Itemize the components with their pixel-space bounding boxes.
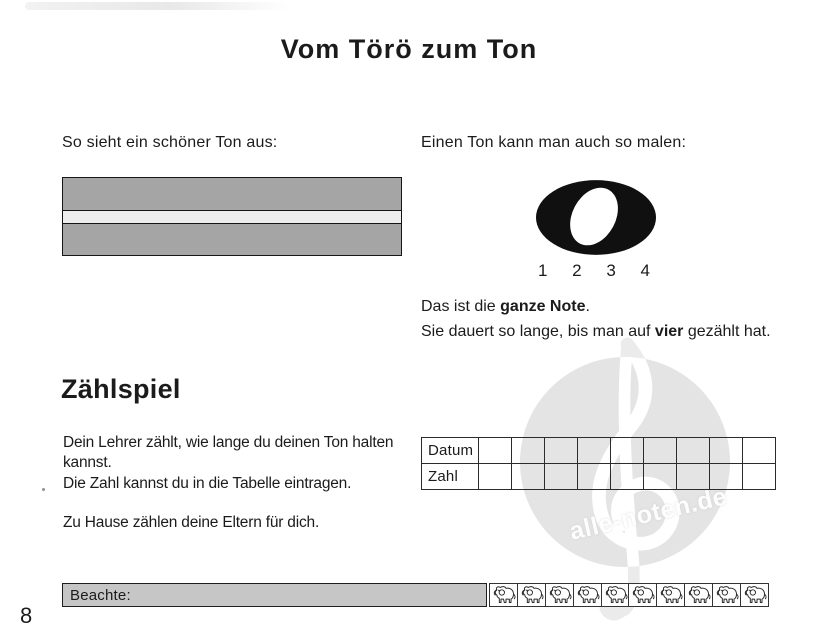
table-cell [545, 438, 578, 464]
table-row-datum [422, 438, 776, 464]
row-label-datum: Datum [422, 438, 479, 464]
scan-artifact-dot [42, 488, 45, 491]
duration-line-bold: vier [654, 323, 684, 340]
count-numbers [538, 261, 650, 281]
elephant-icon [628, 583, 657, 607]
duration-line-post: gezählt hat. [683, 323, 771, 340]
elephant-icon [656, 583, 685, 607]
elephant-icon [712, 583, 741, 607]
table-cell [611, 464, 644, 490]
table-cell [710, 464, 743, 490]
elephant-icon [545, 583, 574, 607]
elephant-strip [489, 583, 769, 607]
table-cell [512, 464, 545, 490]
count-3: 3 [606, 261, 616, 280]
page-number: 8 [20, 603, 33, 628]
table-cell [710, 438, 743, 464]
beachte-label: Beachte: [70, 586, 131, 604]
count-table [421, 437, 776, 490]
body-text-line: Zu Hause zählen deine Eltern für dich. [63, 514, 320, 531]
table-cell [677, 438, 710, 464]
elephant-icon [601, 583, 630, 607]
table-cell [611, 438, 644, 464]
body-text-line: kannst. [63, 454, 112, 471]
table-cell [479, 464, 512, 490]
count-4: 4 [640, 261, 650, 280]
table-cell [578, 438, 611, 464]
count-1: 1 [538, 261, 548, 280]
page-title: Vom Törö zum Ton [280, 34, 538, 64]
section-heading: Zählspiel [61, 374, 181, 404]
count-2: 2 [572, 261, 582, 280]
tone-caption: So sieht ein schöner Ton aus: [62, 134, 278, 151]
table-cell [743, 438, 776, 464]
table-cell [545, 464, 578, 490]
table-row-zahl [422, 464, 776, 490]
row-label-zahl: Zahl [422, 464, 479, 490]
duration-line-pre: Sie dauert so lange, bis man auf [421, 323, 655, 340]
tone-band-middle [63, 210, 401, 224]
duration-description-line [421, 323, 771, 341]
elephant-icon [684, 583, 713, 607]
tone-bar-image [62, 177, 402, 256]
note-description-line [421, 298, 590, 316]
elephant-icon [573, 583, 602, 607]
body-text-line: Die Zahl kannst du in die Tabelle eintragen. [63, 475, 352, 492]
table-cell [644, 438, 677, 464]
scan-artifact [25, 2, 290, 10]
table-cell [644, 464, 677, 490]
beachte-bar [62, 583, 487, 607]
elephant-icon [740, 583, 769, 607]
elephant-icon [517, 583, 546, 607]
watermark-text: alle-noten.de [566, 482, 730, 546]
table-cell [743, 464, 776, 490]
elephant-icon [489, 583, 518, 607]
note-line-pre: Das ist die [421, 298, 501, 315]
note-line-post: . [585, 298, 590, 315]
note-caption: Einen Ton kann man auch so malen: [421, 134, 687, 151]
tone-band-bottom [63, 224, 401, 256]
tone-band-top [63, 178, 401, 210]
table-cell [479, 438, 512, 464]
whole-note-icon [535, 179, 657, 256]
table-cell [677, 464, 710, 490]
table-cell [512, 438, 545, 464]
body-text-line: Dein Lehrer zählt, wie lange du deinen Ton halten [63, 434, 394, 451]
note-line-bold: ganze Note [500, 298, 586, 315]
table-cell [578, 464, 611, 490]
